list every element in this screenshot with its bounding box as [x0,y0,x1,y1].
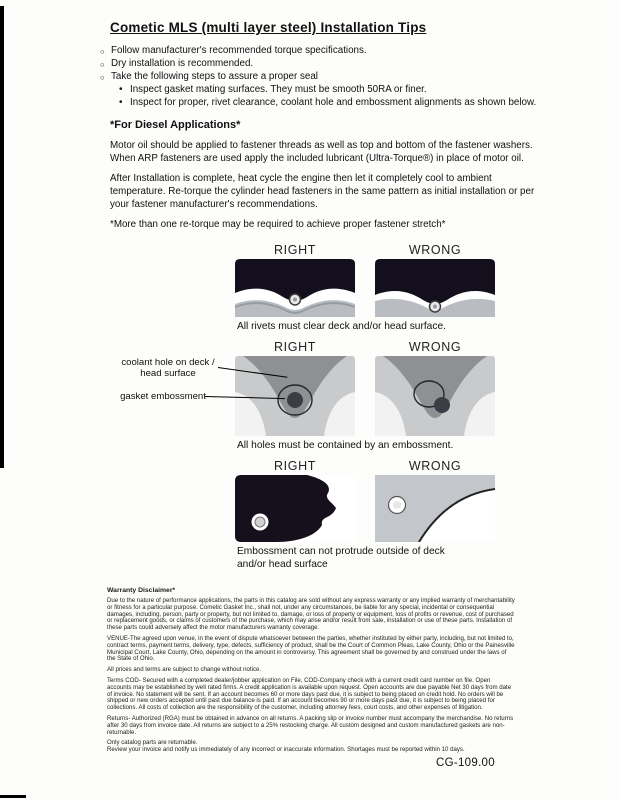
rivet-clearance-wrong-image [375,259,495,317]
warranty-section [107,587,515,754]
diagram-row-rivets [235,243,495,332]
wrong-heading: WRONG [408,340,462,354]
rivet-caption: All rivets must clear deck and/or head surface. [237,321,446,332]
diagram-section [120,243,495,571]
installation-tips-section [100,44,545,231]
right-heading: RIGHT [274,340,316,354]
page-corner-mark [0,795,26,798]
right-heading: RIGHT [274,459,316,473]
coolant-hole-right-image [235,356,355,436]
diesel-paragraph: Motor oil should be applied to fastener threads as well as top and bottom of the fastener washers. When ARP fasteners are used apply the included lubricant (Ultra-Torque®) in place of motor oil. [110,140,533,164]
right-heading: RIGHT [274,243,316,257]
protrusion-right-image [235,475,355,542]
warranty-paragraph: Due to the nature of performance applications, the parts in this catalog are sold without any express warranty or any implied warranty of merchantability or fitness for a particular purpose. Cometic Gasket Inc., shall not, under any circumstances, be liable for any special, incidental or consequential damages, including, person, party or property, but not limited to, damage, or loss of property or equipment, loss of profits or revenue, cost of purchased or replacement goods, or claims of customers of the purchase, which may arise and/or result from sale, installation or use of these parts. Installation of these parts could adversely affect the motor manufacturers warranty coverage. [107,597,515,632]
diesel-paragraph: After Installation is complete, heat cycle the engine then let it completely cool to ambient temperature. Re-torque the cylinder head fasteners in the same pattern as initial installation or per your fastener manufacturer's recommendations. [110,173,535,210]
diagram-row-protrusion [235,459,495,571]
coolant-hole-wrong-image [375,356,495,436]
warranty-paragraph: Terms COD- Secured with a completed dealer/jobber application on File, COD-Company check with a current credit card number on file. Open accounts may be established by well rated firms. A credit application is available upon request. Open accounts are due payable Net 30 days from date of invoice. No statement will be sent. If an account becomes 60 or more days past due, it is subject to being placed on credit hold. No orders will be shipped or new orders accepted until past due balance is paid. If an account becomes 90 or more days past due, it is subject to being placed for collections. All costs of collection are the responsibility of the customer, including attorney fees, court costs, and other expenses of litigation. [107,676,512,712]
embossment-annotation: gasket embossment [120,391,206,402]
page-title: Cometic MLS (multi layer steel) Installation Tips [110,20,427,35]
coolant-hole-annotation: coolant hole on deck / head surface [121,357,215,379]
warranty-paragraph: Review your invoice and notify us immediately of any incorrect or inaccurate information. Shortages must be reported within 10 days. [107,746,465,754]
tip-item: ○ Follow manufacturer's recommended torque specifications. [100,44,545,57]
diagram-row-embossment [120,340,495,451]
protrusion-wrong-image [375,475,495,542]
page-number: CG-109.00 [436,757,495,769]
embossment-caption: All holes must be contained by an embossment. [237,440,454,451]
wrong-heading: WRONG [408,243,462,257]
page-edge-bar [0,6,4,468]
sub-tip-item: • Inspect for proper, rivet clearance, coolant hole and embossment alignments as shown below. [119,96,545,109]
warranty-paragraph: Returns- Authorized (RGA) must be obtained in advance on all returns. A packing slip or invoice number must accompany the merchandise. No returns after 30 days from invoice date. All returns are subject to a 25% restocking charge. All custom designed and custom manufactured gaskets are non-returnable. [107,714,514,736]
rivet-clearance-right-image [235,259,355,317]
retorque-note: *More than one re-torque may be required to achieve proper fastener stretch* [110,219,446,230]
tip-item: ○ Dry installation is recommended. [100,57,545,70]
warranty-paragraph: Only catalog parts are returnable. [107,739,198,747]
protrude-caption: Embossment can not protrude outside of deck and/or head surface [237,546,445,570]
sub-tip-item: • Inspect gasket mating surfaces. They must be smooth 50RA or finer. [119,83,545,96]
diesel-applications-heading: *For Diesel Applications* [110,119,241,131]
tip-item: ○ Take the following steps to assure a proper seal [100,70,545,83]
warranty-heading: Warranty Disclaimer* [107,587,176,594]
wrong-heading: WRONG [408,459,462,473]
warranty-paragraph: VENUE-The agreed upon venue, in the event of dispute whatsoever between the parties, whether instituted by either party, including, but not limited to, contract terms, payment terms, delivery, type, defects, sufficiency of product, shall be the Court of Common Pleas, Lake County, Ohio or the Painesville Municipal Court, Lake County, Ohio, depending on the amount in controversy. This agreement shall be governed by and construed under the laws of the State of Ohio. [107,634,515,663]
warranty-paragraph: All prices and terms are subject to change without notice. [107,666,262,674]
